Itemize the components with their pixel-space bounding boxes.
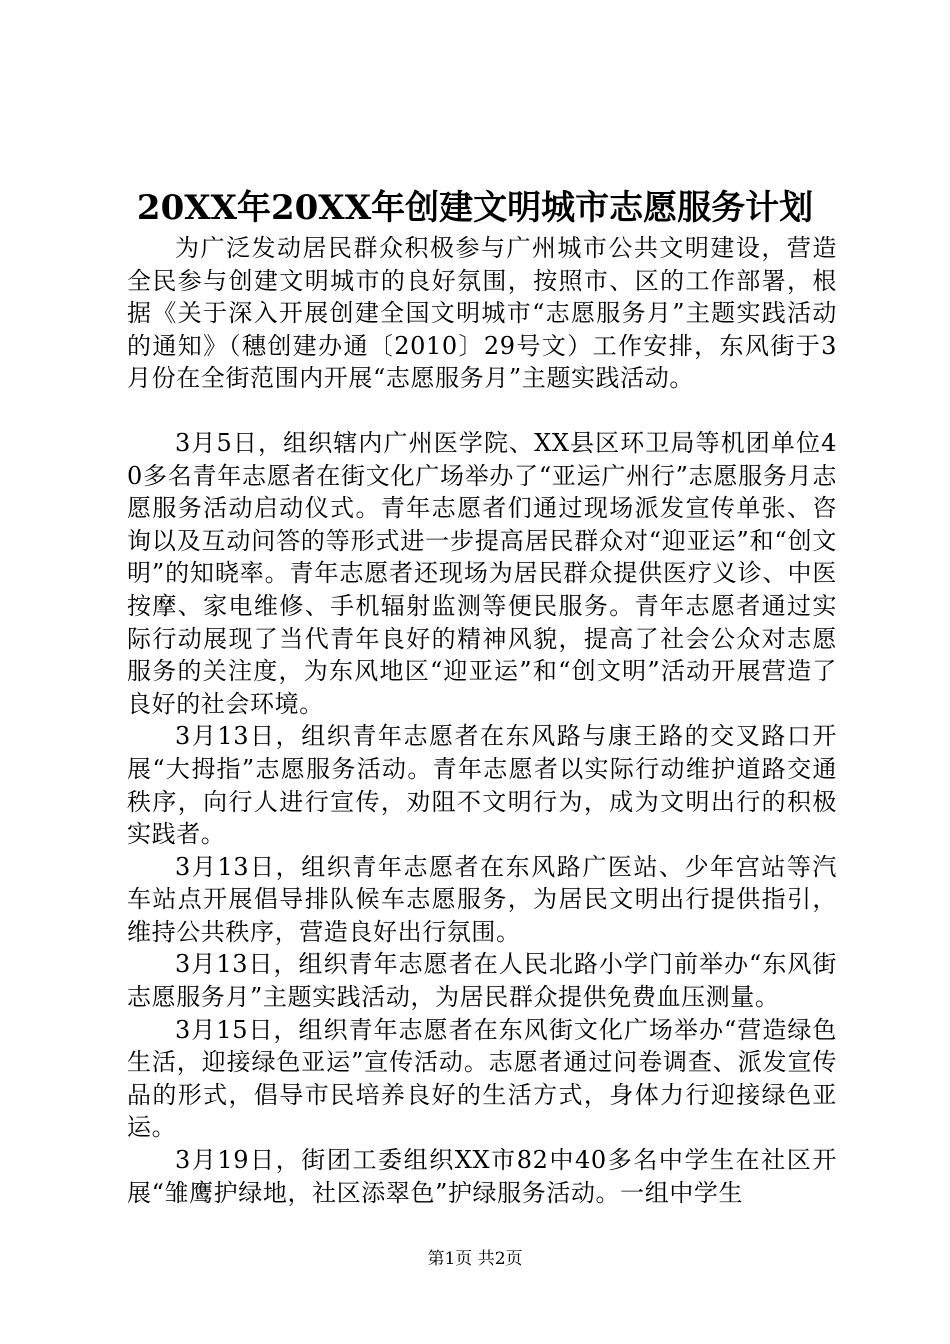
paragraph-march-15: 3月15日，组织青年志愿者在东风街文化广场举办“营造绿色生活，迎接绿色亚运”宣传活动。志愿者通过问卷调查、派发宣传品的形式，倡导市民培养良好的生活方式，身体力行迎接绿色亚运。 (127, 1015, 837, 1142)
paragraph-march-13-bus-stops: 3月13日，组织青年志愿者在东风路广医站、少年宫站等汽车站点开展倡导排队候车志愿服务，为居民文明出行提供指引，维持公共秩序，营造良好出行氛围。 (127, 852, 837, 946)
paragraph-march-13-school: 3月13日，组织青年志愿者在人民北路小学门前举办“东风街志愿服务月”主题实践活动，为居民群众提供免费血压测量。 (127, 950, 837, 1012)
paragraph-march-13-traffic: 3月13日，组织青年志愿者在东风路与康王路的交叉路口开展“大拇指”志愿服务活动。青年志愿者以实际行动维护道路交通秩序，向行人进行宣传，劝阻不文明行为，成为文明出行的积极实践者。 (127, 722, 837, 849)
paragraph-march-19: 3月19日，街团工委组织XX市82中40多名中学生在社区开展“雏鹰护绿地，社区添翠色”护绿服务活动。一组中学生 (127, 1146, 837, 1207)
paragraph-march-5: 3月5日，组织辖内广州医学院、XX县区环卫局等机团单位40多名青年志愿者在街文化广场举办了“亚运广州行”志愿服务月志愿服务活动启动仪式。青年志愿者们通过现场派发宣传单张、咨询以及互动问答的等形式进一步提高居民群众对“迎亚运”和“创文明”的知晓率。青年志愿者还现场为居民群众提供医疗义诊、中医按摩、家电维修、手机辐射监测等便民服务。青年志愿者通过实际行动展现了当代青年良好的精神风貌，提高了社会公众对志愿服务的关注度，为东风地区“迎亚运”和“创文明”活动开展营造了良好的社会环境。 (127, 428, 837, 718)
page-number-footer: 第1页 共2页 (427, 1249, 523, 1269)
paragraph-intro: 为广泛发动居民群众积极参与广州城市公共文明建设，营造全民参与创建文明城市的良好氛围，按照市、区的工作部署，根据《关于深入开展创建全国文明城市“志愿服务月”主题实践活动的通知》（穗创建办通〔2010〕29号文）工作安排，东风街于3月份在全街范围内开展“志愿服务月”主题实践活动。 (127, 234, 837, 393)
document-body (127, 232, 837, 1209)
document-title: 20XX年20XX年创建文明城市志愿服务计划 (136, 188, 814, 228)
